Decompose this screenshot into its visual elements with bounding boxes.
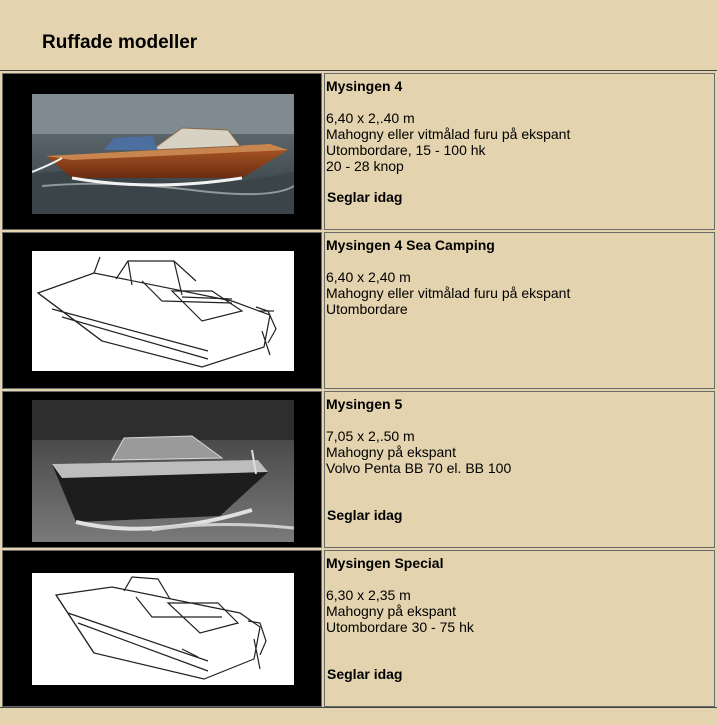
- model-row: [0, 389, 717, 548]
- image-cell: [2, 232, 322, 389]
- boat-drawing-icon[interactable]: [32, 251, 294, 371]
- status-label: Seglar idag: [327, 507, 403, 523]
- spec-material: Mahogny eller vitmålad furu på ekspant: [326, 285, 571, 301]
- info-cell: [324, 73, 715, 230]
- spec-dimensions: 6,40 x 2,.40 m: [326, 110, 415, 126]
- model-name: Mysingen 5: [326, 396, 403, 412]
- image-cell: [2, 391, 322, 548]
- status-label: Seglar idag: [327, 666, 403, 682]
- model-name: Mysingen Special: [326, 555, 444, 571]
- spec-material: Mahogny på ekspant: [326, 603, 456, 619]
- spec-engine: Utombordare 30 - 75 hk: [326, 619, 474, 635]
- spec-material: Mahogny eller vitmålad furu på ekspant: [326, 126, 571, 142]
- image-cell: [2, 550, 322, 707]
- model-name: Mysingen 4 Sea Camping: [326, 237, 495, 253]
- model-name: Mysingen 4: [326, 78, 403, 94]
- spec-dimensions: 6,30 x 2,35 m: [326, 587, 411, 603]
- info-cell: [324, 391, 715, 548]
- page-title: Ruffade modeller: [42, 32, 198, 53]
- boat-drawing-icon[interactable]: [32, 573, 294, 685]
- info-cell: [324, 550, 715, 707]
- model-row: [0, 230, 717, 389]
- spec-dimensions: 6,40 x 2,40 m: [326, 269, 411, 285]
- spec-dimensions: 7,05 x 2,.50 m: [326, 428, 415, 444]
- boat-photo-icon[interactable]: [32, 94, 294, 214]
- models-table: [0, 70, 717, 708]
- model-row: [0, 71, 717, 230]
- image-cell: [2, 73, 322, 230]
- info-cell: [324, 232, 715, 389]
- spec-engine: Utombordare, 15 - 100 hk: [326, 142, 486, 158]
- spec-speed: 20 - 28 knop: [326, 158, 404, 174]
- model-row: [0, 548, 717, 707]
- boat-photo-icon[interactable]: [32, 400, 294, 542]
- spec-material: Mahogny på ekspant: [326, 444, 456, 460]
- spec-engine: Utombordare: [326, 301, 408, 317]
- status-label: Seglar idag: [327, 189, 403, 205]
- spec-engine: Volvo Penta BB 70 el. BB 100: [326, 460, 512, 476]
